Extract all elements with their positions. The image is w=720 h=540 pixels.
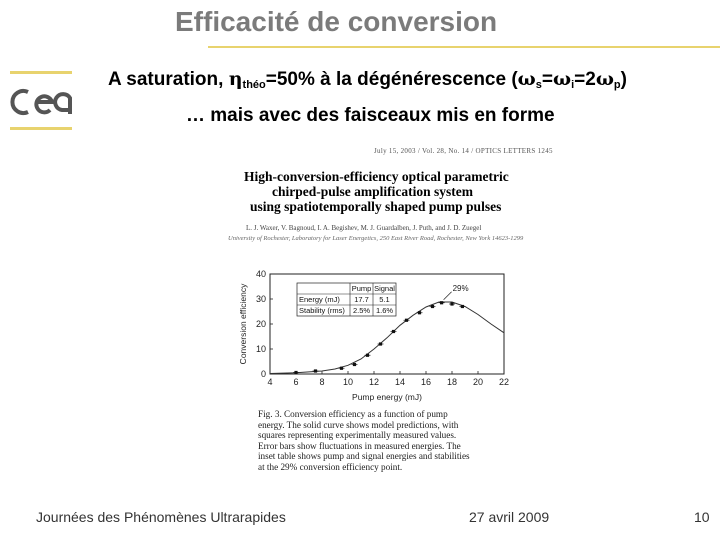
- inset-table-cell: 17.7: [354, 295, 369, 304]
- paper-title: [244, 169, 564, 214]
- title-underline: [208, 46, 720, 48]
- data-point: [353, 363, 356, 366]
- data-point: [294, 371, 297, 374]
- inset-table-cell: Stability (rms): [299, 306, 345, 315]
- inset-table-header: Pump: [351, 284, 372, 293]
- x-tick-label: 16: [420, 377, 432, 387]
- y-tick-label: 30: [255, 294, 266, 304]
- data-point: [405, 319, 408, 322]
- data-point: [314, 369, 317, 372]
- y-axis-label: Conversion efficiency: [238, 283, 248, 365]
- x-tick-label: 18: [446, 377, 458, 387]
- efficiency-chart: [222, 262, 578, 408]
- caption-line: Error bars show fluctuations in measured energies. The: [258, 440, 461, 451]
- figure-caption: [258, 409, 550, 473]
- inset-table-cell: Energy (mJ): [299, 295, 340, 304]
- data-point: [461, 305, 464, 308]
- paper-excerpt: [222, 142, 578, 488]
- cea-logo-icon: [8, 68, 74, 134]
- x-tick-label: 12: [368, 377, 380, 387]
- y-tick-label: 0: [260, 369, 266, 379]
- annotation-label: 29%: [452, 283, 469, 293]
- footer-date: 27 avril 2009: [469, 509, 550, 525]
- x-tick-label: 8: [319, 377, 325, 387]
- x-tick-label: 6: [293, 377, 299, 387]
- slide-title: Efficacité de conversion: [175, 6, 498, 37]
- caption-line: at the 29% conversion efficiency point.: [258, 461, 403, 472]
- x-axis-label: Pump energy (mJ): [352, 392, 422, 402]
- page-number: 10: [694, 509, 710, 525]
- paper-title-line: using spatiotemporally shaped pump pulses: [250, 199, 502, 214]
- x-tick-label: 4: [267, 377, 273, 387]
- data-point: [340, 367, 343, 370]
- data-point: [418, 311, 421, 314]
- data-point: [431, 305, 434, 308]
- paper-authors: L. J. Waxer, V. Bagnoud, I. A. Begishev, M. J. Guardalben, J. Puth, and J. D. Zuegel: [246, 224, 482, 232]
- inset-table-cell: 2.5%: [352, 306, 371, 315]
- y-tick-label: 10: [255, 344, 266, 354]
- y-tick-label: 40: [255, 269, 266, 279]
- inset-table-cell: 5.1: [379, 295, 390, 304]
- paper-title-line: High-conversion-efficiency optical parametric: [244, 169, 509, 184]
- data-point: [379, 342, 382, 345]
- x-tick-label: 22: [498, 377, 510, 387]
- caption-line: inset table shows pump and signal energies and stabilities: [258, 451, 470, 462]
- caption-line: Fig. 3. Conversion efficiency as a function of pump: [258, 409, 448, 419]
- x-tick-label: 20: [472, 377, 484, 387]
- data-point: [450, 302, 453, 305]
- paper-header: July 15, 2003 / Vol. 28, No. 14 / OPTICS LETTERS 1245: [374, 147, 553, 155]
- caption-line: squares representing experimentally measured values.: [258, 430, 457, 441]
- annotation-arrow: [444, 292, 452, 300]
- x-tick-label: 14: [394, 377, 406, 387]
- x-tick-label: 10: [342, 377, 354, 387]
- data-point: [440, 301, 443, 304]
- paper-title-line: chirped-pulse amplification system: [272, 184, 473, 199]
- caption-line: energy. The solid curve shows model predictions, with: [258, 419, 459, 430]
- paper-affiliation: University of Rochester, Laboratory for Laser Energetics, 250 East River Road, Rochester, New York 14623-1299: [228, 235, 524, 242]
- data-point: [366, 354, 369, 357]
- inset-table-header: Signal: [374, 284, 395, 293]
- y-tick-label: 20: [255, 319, 266, 329]
- footer-event: Journées des Phénomènes Ultrarapides: [36, 509, 286, 525]
- inset-table-cell: 1.6%: [375, 306, 394, 315]
- data-point: [392, 330, 395, 333]
- shaped-beams-statement: … mais avec des faisceaux mis en forme: [186, 105, 555, 126]
- saturation-statement: A saturation, $\eta_{théo}=50\%$ à la dégénérescence $(\omega_s=\omega_i=2\omega_p)$: [108, 68, 627, 91]
